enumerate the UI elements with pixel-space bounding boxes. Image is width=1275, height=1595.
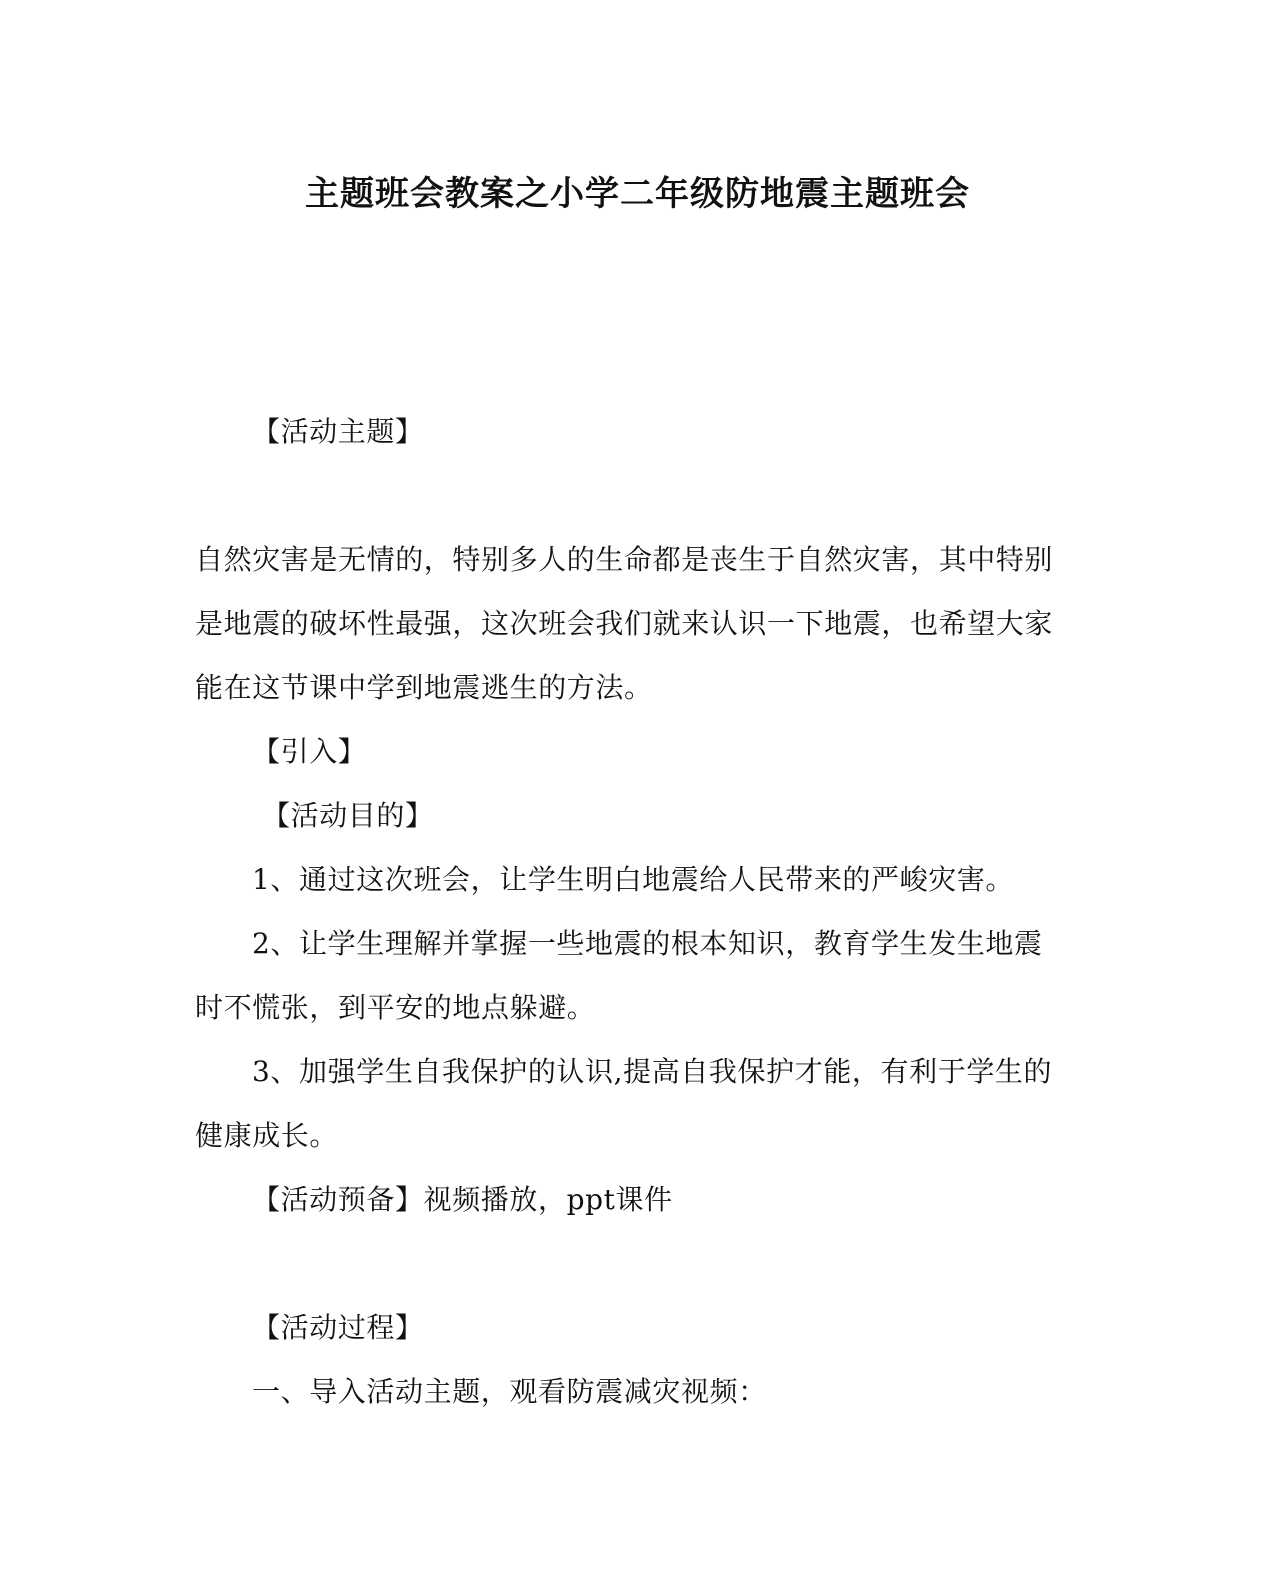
heading-introduce: 【引入】 [252, 735, 367, 768]
heading-activity-theme: 【活动主题】 [252, 415, 424, 448]
intro-paragraph-line-3: 能在这节课中学到地震逃生的方法。 [195, 671, 653, 704]
goal-item-3-line-2: 健康成长。 [195, 1119, 339, 1152]
document-title: 主题班会教案之小学二年级防地震主题班会 [305, 174, 970, 214]
goal-item-1: 1、通过这次班会，让学生明白地震给人民带来的严峻灾害。 [252, 863, 1015, 896]
heading-activity-goal: 【活动目的】 [262, 799, 434, 832]
process-step-1: 一、导入活动主题，观看防震减灾视频： [252, 1375, 767, 1408]
intro-paragraph-line-1: 自然灾害是无情的，特别多人的生命都是丧生于自然灾害，其中特别 [195, 543, 1054, 576]
intro-paragraph-line-2: 是地震的破坏性最强，这次班会我们就来认识一下地震，也希望大家 [195, 607, 1054, 640]
activity-preparation: 【活动预备】视频播放，ppt课件 [252, 1183, 673, 1216]
goal-item-2-line-1: 2、让学生理解并掌握一些地震的根本知识，教育学生发生地震 [252, 927, 1043, 960]
heading-activity-process: 【活动过程】 [252, 1311, 424, 1344]
goal-item-2-line-2: 时不慌张，到平安的地点躲避。 [195, 991, 596, 1024]
goal-item-3-line-1: 3、加强学生自我保护的认识,提高自我保护才能，有利于学生的 [252, 1055, 1053, 1088]
